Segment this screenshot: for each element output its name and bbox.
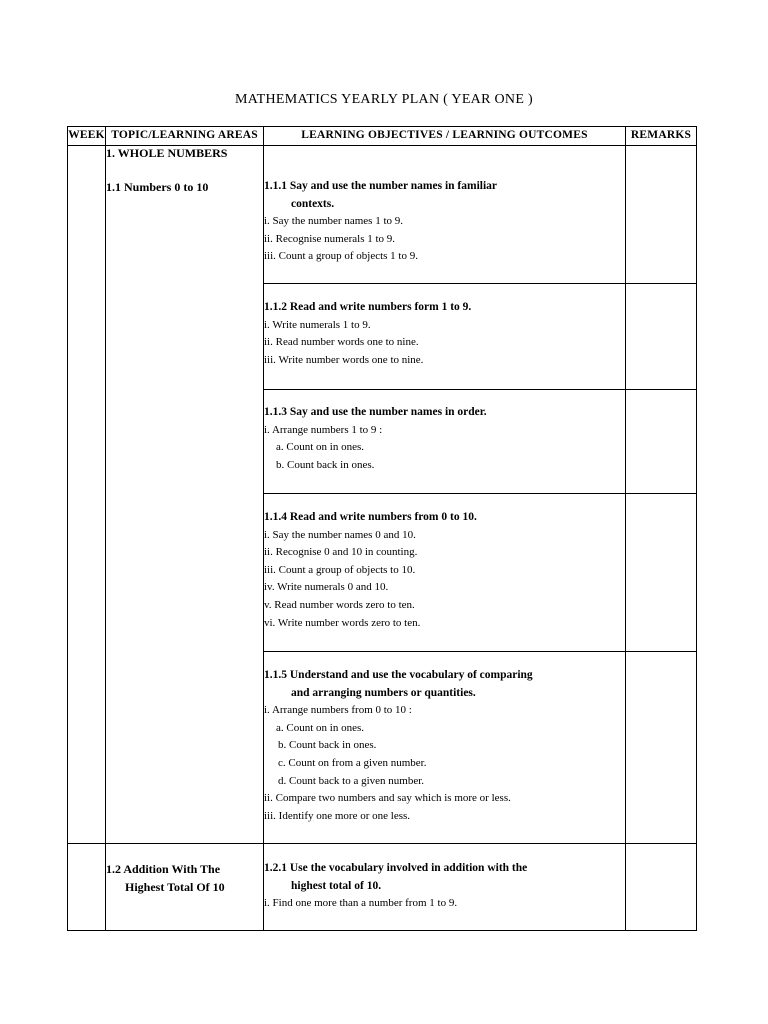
list-item: i. Arrange numbers from 0 to 10 : [264, 704, 412, 717]
column-header-week: WEEK [68, 127, 106, 146]
list-item: b. Count back in ones. [276, 458, 375, 471]
list-item: iii. Identify one more or one less. [264, 809, 411, 822]
column-header-remarks: REMARKS [626, 127, 697, 146]
objective-heading: 1.1.2 Read and write numbers form 1 to 9. [264, 301, 472, 313]
list-item: i. Find one more than a number from 1 to 9. [264, 897, 458, 910]
remarks-cell [626, 390, 697, 494]
list-item: vi. Write number words zero to ten. [264, 616, 421, 629]
topic-cell-addition [106, 844, 264, 931]
column-header-objectives: LEARNING OBJECTIVES / LEARNING OUTCOMES [264, 127, 626, 146]
objective-heading-cont: and arranging numbers or quantities. [291, 686, 476, 699]
week-cell [68, 844, 106, 931]
column-header-topic: TOPIC/LEARNING AREAS [106, 127, 264, 146]
topic-subtitle: 1.1 Numbers 0 to 10 [106, 180, 209, 194]
objective-heading: 1.1.4 Read and write numbers from 0 to 10. [264, 511, 477, 523]
yearly-plan-table [67, 126, 697, 931]
topic-title: 1.2 Addition With The [106, 862, 221, 876]
objective-cell [264, 284, 626, 390]
objective-cell [264, 844, 626, 931]
remarks-cell [626, 844, 697, 931]
week-cell [68, 146, 106, 844]
list-item: ii. Read number words one to nine. [264, 336, 419, 349]
list-item: iv. Write numerals 0 and 10. [264, 581, 389, 594]
list-item: i. Say the number names 1 to 9. [264, 215, 404, 228]
list-item: d. Count back to a given number. [278, 774, 425, 787]
list-item: ii. Compare two numbers and say which is more or less. [264, 792, 511, 805]
objective-heading-cont: contexts. [291, 197, 335, 210]
list-item: ii. Recognise 0 and 10 in counting. [264, 546, 418, 559]
list-item: b. Count back in ones. [278, 739, 377, 752]
document-title: MATHEMATICS YEARLY PLAN ( YEAR ONE ) [235, 92, 533, 107]
remarks-cell [626, 284, 697, 390]
list-item: i. Arrange numbers 1 to 9 : [264, 423, 383, 436]
list-item: c. Count on from a given number. [278, 756, 427, 769]
remarks-cell [626, 494, 697, 652]
list-item: i. Say the number names 0 and 10. [264, 528, 416, 541]
table-header-row [68, 127, 697, 146]
objective-cell [264, 494, 626, 652]
table-row [68, 844, 697, 931]
list-item: i. Write numerals 1 to 9. [264, 318, 371, 331]
list-item: ii. Recognise numerals 1 to 9. [264, 232, 396, 245]
objective-cell [264, 652, 626, 844]
objective-heading: 1.1.1 Say and use the number names in familiar [264, 180, 498, 192]
topic-title: 1. WHOLE NUMBERS [106, 146, 228, 160]
list-item: iii. Count a group of objects 1 to 9. [264, 250, 418, 263]
topic-cell-whole-numbers [106, 146, 264, 844]
list-item: iii. Write number words one to nine. [264, 353, 424, 366]
list-item: v. Read number words zero to ten. [264, 598, 415, 611]
topic-title-cont: Highest Total Of 10 [125, 880, 225, 894]
objective-cell [264, 146, 626, 284]
objective-heading: 1.2.1 Use the vocabulary involved in addition with the [264, 862, 528, 874]
remarks-cell [626, 146, 697, 284]
objective-heading: 1.1.3 Say and use the number names in order. [264, 406, 487, 418]
objective-heading-cont: highest total of 10. [291, 879, 382, 892]
objective-heading: 1.1.5 Understand and use the vocabulary of comparing [264, 669, 533, 681]
remarks-cell [626, 652, 697, 844]
list-item: iii. Count a group of objects to 10. [264, 563, 416, 576]
objective-cell [264, 390, 626, 494]
table-row [68, 146, 697, 284]
list-item: a. Count on in ones. [276, 721, 364, 734]
list-item: a. Count on in ones. [276, 441, 364, 454]
